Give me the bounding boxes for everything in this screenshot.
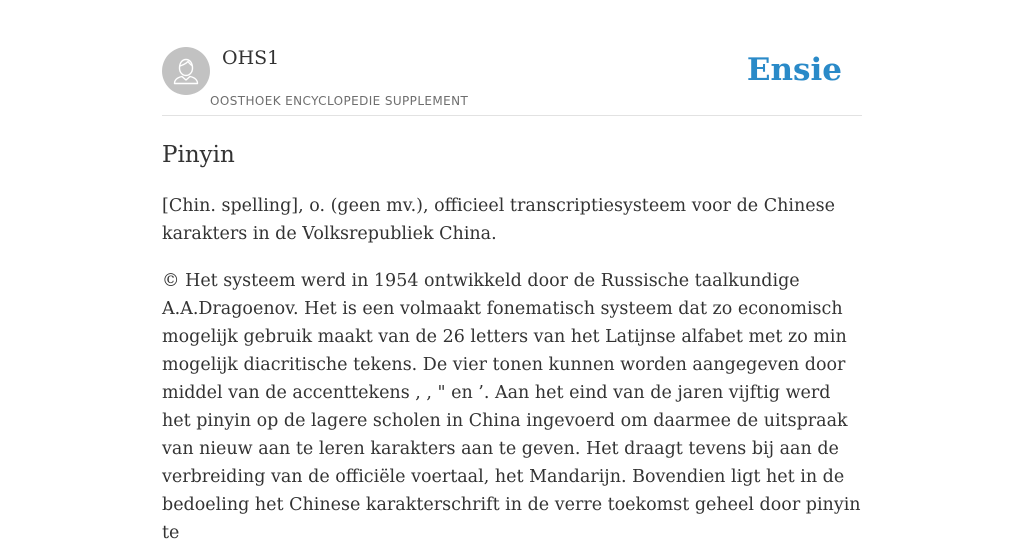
article-page [162,0,862,543]
user-icon [162,47,210,95]
source-name[interactable]: OOSTHOEK ENCYCLOPEDIE SUPPLEMENT [210,94,469,108]
source-code[interactable]: OHS1 [222,47,280,69]
article-paragraph: © Het systeem werd in 1954 ontwikkeld door de Russische taalkundige A.A.Dragoenov. Het is een volmaakt fonematisch systeem dat zo economisch mogelijk gebruik maakt van de 26 letters van het Latijnse alfabet met zo min mogelijk diacritische tekens. De vier tonen kunnen worden aangegeven door middel van de accenttekens , , " en ’. Aan het eind van de jaren vijftig werd het pinyin op de lagere scholen in China ingevoerd om daarmee de uitspraak van nieuw aan te leren karakters aan te geven. Het draagt tevens bij aan de verbreiding van de officiële voertaal, het Mandarijn. Bovendien ligt het in de bedoeling het Chinese karakterschrift in de verre toekomst geheel door pinyin te [162,271,861,543]
article-paragraph: [Chin. spelling], o. (geen mv.), officieel transcriptiesysteem voor de Chinese karakters in de Volksrepubliek China. [162,196,835,244]
article-header [162,0,862,116]
brand-logo-link[interactable]: Ensie [746,52,842,88]
page-title: Pinyin [162,142,235,168]
